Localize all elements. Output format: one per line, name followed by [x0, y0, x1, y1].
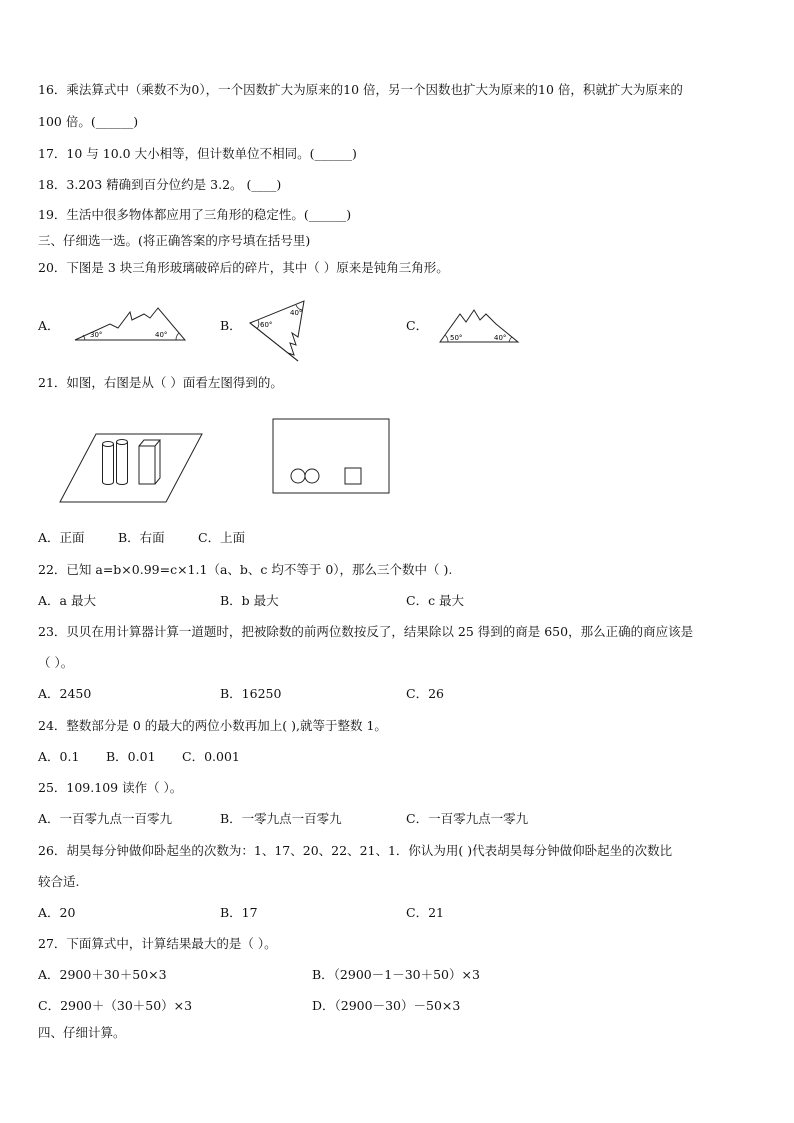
q23-line1: 23．贝贝在用计算器计算一道题时，把被除数的前两位数按反了，结果除以 25 得到的商是 650，那么正确的商应该是	[38, 624, 694, 639]
q19: 19．生活中很多物体都应用了三角形的稳定性。(______)	[38, 207, 352, 222]
q20-fragment-b	[246, 297, 316, 363]
q26-line2: 较合适.	[38, 874, 80, 889]
q17: 17．10 与 10.0 大小相等，但计数单位不相同。(______)	[38, 146, 357, 161]
q21-option-c: C．上面	[198, 530, 246, 545]
q20-b-left-angle: 60°	[260, 321, 273, 329]
q27-option-b: B．（2900－1－30＋50）×3	[312, 967, 480, 982]
q21-option-a: A．正面	[38, 530, 85, 545]
q20-fragment-a	[70, 304, 190, 344]
q20-fragment-c	[436, 304, 522, 346]
q24-stem: 24．整数部分是 0 的最大的两位小数再加上( ),就等于整数 1。	[38, 718, 387, 733]
q22-option-b: B．b 最大	[220, 593, 279, 608]
q20-a-right-angle: 40°	[155, 331, 168, 339]
q20-c-left-angle: 50°	[450, 334, 463, 342]
q23-line2: （ ）。	[38, 655, 74, 670]
q18: 18．3.203 精确到百分位约是 3.2。 (____)	[38, 177, 282, 192]
q26-option-c: C．21	[406, 905, 444, 920]
q27-option-a: A．2900＋30＋50×3	[38, 967, 167, 982]
q27-stem: 27．下面算式中，计算结果最大的是（ ）。	[38, 936, 277, 951]
q20-b-top-angle: 40°	[290, 309, 303, 317]
q25-stem: 25．109.109 读作（ ）。	[38, 780, 183, 795]
q20-a-left-angle: 30°	[90, 331, 103, 339]
q21-view-drawing	[272, 418, 392, 496]
q23-option-b: B．16250	[220, 686, 282, 701]
q20-option-a-label: A．	[38, 318, 60, 333]
q20-option-b-label: B．	[220, 318, 242, 333]
q20-stem: 20．下图是 3 块三角形玻璃破碎后的碎片，其中（ ）原来是钝角三角形。	[38, 260, 449, 275]
q23-option-c: C．26	[406, 686, 444, 701]
q26-option-a: A．20	[38, 905, 76, 920]
section-4-heading: 四、仔细计算。	[38, 1025, 126, 1040]
q25-option-a: A．一百零九点一百零九	[38, 811, 173, 826]
q24-option-a: A．0.1	[38, 749, 80, 764]
q21-stem: 21．如图，右图是从（ ）面看左图得到的。	[38, 375, 283, 390]
q16-line1: 16．乘法算式中（乘数不为0），一个因数扩大为原来的10 倍，另一个因数也扩大为原来的10 倍，积就扩大为原来的	[38, 82, 683, 97]
q21-option-b: B．右面	[118, 530, 165, 545]
q25-option-c: C．一百零九点一零九	[406, 811, 529, 826]
q24-option-c: C．0.001	[182, 749, 240, 764]
q20-c-right-angle: 40°	[494, 334, 507, 342]
q24-option-b: B．0.01	[106, 749, 156, 764]
q22-option-c: C．c 最大	[406, 593, 465, 608]
q26-option-b: B．17	[220, 905, 258, 920]
q22-option-a: A．a 最大	[38, 593, 96, 608]
q25-option-b: B．一零九点一百零九	[220, 811, 342, 826]
q21-solid-figures	[56, 430, 206, 506]
q23-option-a: A．2450	[38, 686, 92, 701]
q26-line1: 26．胡昊每分钟做仰卧起坐的次数为：1、17、20、22、21、1．你认为用( )代表胡昊每分钟做仰卧起坐的次数比	[38, 843, 673, 858]
q27-option-c: C．2900＋（30＋50）×3	[38, 998, 193, 1013]
q20-option-c-label: C．	[406, 318, 429, 333]
q16-line2: 100 倍。(______)	[38, 114, 139, 129]
q22-stem: 22．已知 a=b×0.99=c×1.1（a、b、c 均不等于 0），那么三个数中（ ).	[38, 562, 453, 577]
section-3-heading: 三、仔细选一选。(将正确答案的序号填在括号里)	[38, 233, 311, 248]
q27-option-d: D．（2900－30）－50×3	[312, 998, 461, 1013]
